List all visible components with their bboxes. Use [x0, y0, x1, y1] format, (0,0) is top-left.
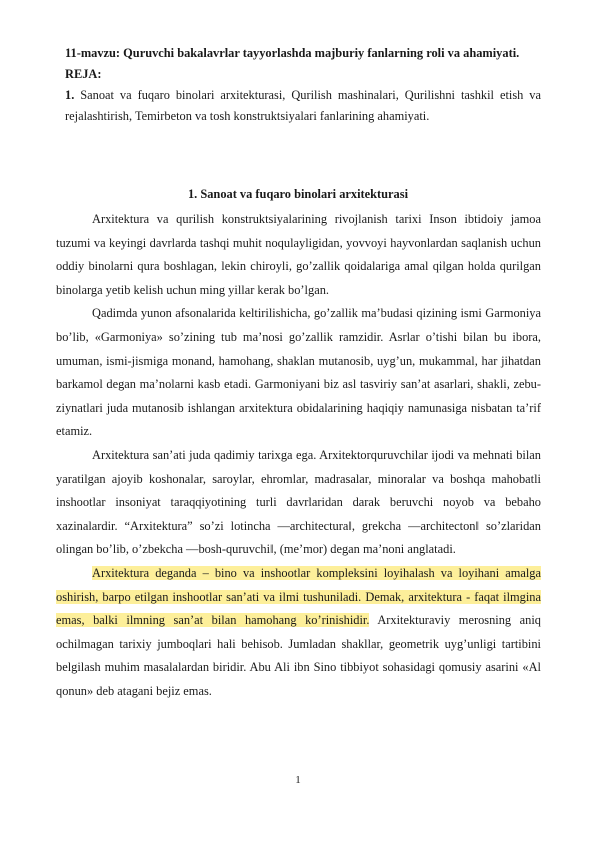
section-heading: 1. Sanoat va fuqaro binolari arxitekturasi	[187, 187, 409, 201]
paragraph-2: Qadimda yunon afsonalarida keltirilishicha, go’zallik ma’budasi qizining ismi Garmoniya bo’lib, «Garmoniya» so’zining tub ma’nosi go’zallik ramzidir. Asrlar o’tishi bilan bu ibora, umuman, ismi-jismiga monand, hamohang, shaklan mutanosib, uyg’un, mukammal, har jihatdan barkamol degan ma’nolarni kasb etadi. Garmoniyani biz asl tasviriy san’at asarlari, shakli, zebu-ziynatlari juda mutanosib ishlangan arxitektura obidalarining haqiqiy namunasiga nisbatan ta’rif etamiz.	[56, 306, 541, 439]
plan-item-number: 1.	[65, 88, 75, 102]
highlighted-definition: Arxitektura deganda – bino va inshootlar kompleksini loyihalash va loyihani amalga oshirish, barpo etilgan inshootlar san’ati va ilmi tushuniladi. Demak, arxitektura - faqat ilmgina emas, balki ilmning san’at bilan hamohang ko’rinishidir.	[56, 565, 541, 628]
plan-item	[65, 85, 541, 127]
plan-item-text: Sanoat va fuqaro binolari arxitekturasi, Qurilish mashinalari, Qurilishni tashkil etish va rejalashtirish, Temirbeton va tosh konstruktsiyalari fanlarining ahamiyati.	[65, 88, 541, 123]
document-body	[56, 208, 541, 703]
plan-label: REJA:	[65, 67, 102, 81]
paragraph-4-continuation: Arxitekturaviy merosning aniq ochilmagan tarixiy jumboqlari hali behisob. Jumladan shakllar, geometrik uyg’unligi tartibini belgilash muhim masalalardan biridir. Abu Ali ibn Sino tibbiyot sohasidagi qomusiy asarini «Al qonun» deb atagani bejiz emas.	[56, 613, 541, 698]
paragraph-1: Arxitektura va qurilish konstruktsiyalarining rivojlanish tarixi Inson ibtidoiy jamoa tuzumi va keyingi davrlarda tashqi muhit noqulayligidan, yovvoyi hayvonlardan saqlanish uchun oddiy binolarni qura boshlagan, lekin chiroyli, go’zallik qoidalariga amal qilgan holda qurilgan binolarga yetib kelish uchun ming yillar kerak bo’lgan.	[56, 212, 541, 297]
page-number: 1	[295, 774, 301, 786]
document-title: 11-mavzu: Quruvchi bakalavrlar tayyorlashda majburiy fanlarning roli va ahamiyati.	[65, 46, 520, 60]
header-block	[65, 43, 541, 127]
paragraph-3: Arxitektura san’ati juda qadimiy tarixga ega. Arxitektorquruvchilar ijodi va mehnati bilan yaratilgan ajoyib koshonalar, saroylar, ehromlar, madrasalar, minoralar va boshqa mahobatli inshootlar insoniyat taraqqiyotining turli davrlaridan darak beruvchi noyob va bebaho xazinalardir. “Arxitektura” so’zi lotincha ―architectura‖, grekcha ―architecton‖ so’zlaridan olingan bo’lib, o’zbekcha ―bosh-quruvchi‖, (me’mor) degan ma’noni anglatadi.	[56, 447, 541, 557]
paragraph-4	[56, 562, 541, 704]
